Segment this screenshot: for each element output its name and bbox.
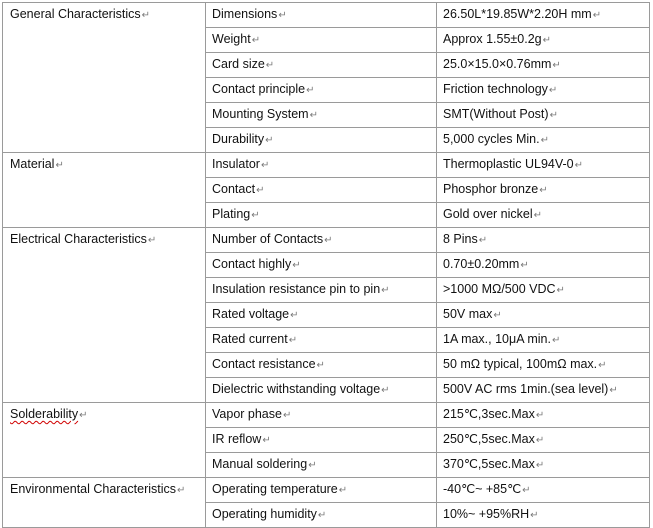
table-row xyxy=(3,503,650,528)
item-cell xyxy=(206,303,437,328)
cell-text: Friction technology xyxy=(443,82,548,96)
item-cell xyxy=(206,278,437,303)
value-cell xyxy=(437,403,650,428)
cell-text: 370℃,5sec.Max xyxy=(443,457,535,471)
paragraph-mark-icon: ↵ xyxy=(177,485,186,496)
cell-text: Contact highly xyxy=(212,257,292,271)
paragraph-mark-icon: ↵ xyxy=(552,60,561,71)
item-cell xyxy=(206,378,437,403)
category-cell-continuation xyxy=(3,378,206,403)
paragraph-mark-icon: ↵ xyxy=(265,60,275,71)
cell-text: Contact resistance xyxy=(212,357,316,371)
cell-text: Manual soldering xyxy=(212,457,308,471)
category-cell-continuation xyxy=(3,178,206,203)
category-cell-continuation xyxy=(3,53,206,78)
item-cell xyxy=(206,128,437,153)
paragraph-mark-icon: ↵ xyxy=(308,460,317,471)
paragraph-mark-icon: ↵ xyxy=(592,10,602,21)
spec-table-body xyxy=(3,3,650,528)
value-cell xyxy=(437,353,650,378)
value-cell xyxy=(437,28,650,53)
table-row xyxy=(3,128,650,153)
item-cell xyxy=(206,478,437,503)
paragraph-mark-icon: ↵ xyxy=(381,285,390,296)
cell-text: Dielectric withstanding voltage xyxy=(212,382,381,396)
paragraph-mark-icon: ↵ xyxy=(535,435,545,446)
table-row xyxy=(3,353,650,378)
paragraph-mark-icon: ↵ xyxy=(292,260,301,271)
cell-text: Plating xyxy=(212,207,251,221)
cell-text: Insulator xyxy=(212,157,260,171)
value-cell xyxy=(437,378,650,403)
paragraph-mark-icon: ↵ xyxy=(478,235,488,246)
item-cell xyxy=(206,253,437,278)
category-cell xyxy=(3,403,206,428)
cell-text: Electrical Characteristics xyxy=(10,232,147,246)
item-cell xyxy=(206,453,437,478)
table-row xyxy=(3,403,650,428)
table-row xyxy=(3,278,650,303)
paragraph-mark-icon: ↵ xyxy=(609,385,618,396)
paragraph-mark-icon: ↵ xyxy=(256,185,265,196)
value-cell xyxy=(437,53,650,78)
cell-text: 215℃,3sec.Max xyxy=(443,407,535,421)
paragraph-mark-icon: ↵ xyxy=(324,235,333,246)
cell-text: Weight xyxy=(212,32,251,46)
cell-text: Operating humidity xyxy=(212,507,317,521)
cell-text: 8 Pins xyxy=(443,232,478,246)
paragraph-mark-icon: ↵ xyxy=(251,35,261,46)
cell-text: Durability xyxy=(212,132,265,146)
table-row xyxy=(3,78,650,103)
cell-text: Rated voltage xyxy=(212,307,290,321)
paragraph-mark-icon: ↵ xyxy=(290,310,299,321)
table-row xyxy=(3,328,650,353)
value-cell xyxy=(437,228,650,253)
cell-text: Approx 1.55±0.2g xyxy=(443,32,542,46)
item-cell xyxy=(206,228,437,253)
spec-table xyxy=(2,2,650,528)
paragraph-mark-icon: ↵ xyxy=(539,185,548,196)
paragraph-mark-icon: ↵ xyxy=(542,35,551,46)
paragraph-mark-icon: ↵ xyxy=(493,310,502,321)
value-cell xyxy=(437,178,650,203)
value-cell xyxy=(437,203,650,228)
paragraph-mark-icon: ↵ xyxy=(533,210,543,221)
item-cell xyxy=(206,353,437,378)
table-row xyxy=(3,478,650,503)
item-cell xyxy=(206,403,437,428)
cell-text: General Characteristics xyxy=(10,7,141,21)
cell-text: -40℃~ +85℃ xyxy=(443,482,522,496)
item-cell xyxy=(206,53,437,78)
category-cell xyxy=(3,3,206,28)
item-cell xyxy=(206,103,437,128)
category-cell-continuation xyxy=(3,128,206,153)
category-cell-continuation xyxy=(3,353,206,378)
value-cell xyxy=(437,153,650,178)
table-row xyxy=(3,428,650,453)
table-row xyxy=(3,203,650,228)
cell-text: Rated current xyxy=(212,332,288,346)
paragraph-mark-icon: ↵ xyxy=(260,160,270,171)
category-cell-continuation xyxy=(3,203,206,228)
paragraph-mark-icon: ↵ xyxy=(262,435,271,446)
paragraph-mark-icon: ↵ xyxy=(141,10,150,21)
table-row xyxy=(3,303,650,328)
paragraph-mark-icon: ↵ xyxy=(548,85,558,96)
table-row xyxy=(3,3,650,28)
cell-text: Card size xyxy=(212,57,265,71)
cell-text: SMT(Without Post) xyxy=(443,107,549,121)
value-cell xyxy=(437,3,650,28)
category-cell-continuation xyxy=(3,278,206,303)
cell-text: >1000 MΩ/500 VDC xyxy=(443,282,556,296)
item-cell xyxy=(206,153,437,178)
table-row xyxy=(3,153,650,178)
category-cell xyxy=(3,153,206,178)
cell-text: Contact xyxy=(212,182,256,196)
category-cell-continuation xyxy=(3,303,206,328)
table-row xyxy=(3,453,650,478)
category-cell-continuation xyxy=(3,428,206,453)
category-cell xyxy=(3,478,206,503)
cell-text: IR reflow xyxy=(212,432,262,446)
cell-text: Phosphor bronze xyxy=(443,182,539,196)
item-cell xyxy=(206,428,437,453)
paragraph-mark-icon: ↵ xyxy=(278,10,287,21)
paragraph-mark-icon: ↵ xyxy=(282,410,292,421)
category-cell-continuation xyxy=(3,28,206,53)
paragraph-mark-icon: ↵ xyxy=(55,160,64,171)
value-cell xyxy=(437,253,650,278)
item-cell xyxy=(206,78,437,103)
cell-text: Operating temperature xyxy=(212,482,338,496)
cell-text: Number of Contacts xyxy=(212,232,324,246)
item-cell xyxy=(206,28,437,53)
value-cell xyxy=(437,328,650,353)
paragraph-mark-icon: ↵ xyxy=(306,85,315,96)
cell-text: Environmental Characteristics xyxy=(10,482,177,496)
table-row xyxy=(3,28,650,53)
category-cell-continuation xyxy=(3,253,206,278)
value-cell xyxy=(437,478,650,503)
category-cell xyxy=(3,228,206,253)
value-cell xyxy=(437,103,650,128)
cell-text: Gold over nickel xyxy=(443,207,533,221)
item-cell xyxy=(206,178,437,203)
table-row xyxy=(3,253,650,278)
cell-text: 10%~ +95%RH xyxy=(443,507,530,521)
cell-text: 500V AC rms 1min.(sea level) xyxy=(443,382,609,396)
value-cell xyxy=(437,428,650,453)
category-cell-continuation xyxy=(3,78,206,103)
item-cell xyxy=(206,3,437,28)
paragraph-mark-icon: ↵ xyxy=(598,360,607,371)
cell-text: Mounting System xyxy=(212,107,309,121)
paragraph-mark-icon: ↵ xyxy=(265,135,274,146)
cell-text: Dimensions xyxy=(212,7,278,21)
cell-text: 25.0×15.0×0.76mm xyxy=(443,57,552,71)
paragraph-mark-icon: ↵ xyxy=(535,410,545,421)
cell-text: Vapor phase xyxy=(212,407,282,421)
paragraph-mark-icon: ↵ xyxy=(147,235,157,246)
paragraph-mark-icon: ↵ xyxy=(381,385,390,396)
value-cell xyxy=(437,453,650,478)
paragraph-mark-icon: ↵ xyxy=(79,410,88,421)
cell-text: Thermoplastic UL94V-0 xyxy=(443,157,574,171)
paragraph-mark-icon: ↵ xyxy=(288,335,298,346)
value-cell xyxy=(437,303,650,328)
paragraph-mark-icon: ↵ xyxy=(535,460,545,471)
item-cell xyxy=(206,203,437,228)
category-cell-continuation xyxy=(3,103,206,128)
cell-text: Insulation resistance pin to pin xyxy=(212,282,381,296)
paragraph-mark-icon: ↵ xyxy=(530,510,539,521)
cell-text: Contact principle xyxy=(212,82,306,96)
paragraph-mark-icon: ↵ xyxy=(251,210,260,221)
table-row xyxy=(3,178,650,203)
cell-text: 1A max., 10μA min. xyxy=(443,332,551,346)
value-cell xyxy=(437,503,650,528)
table-row xyxy=(3,228,650,253)
paragraph-mark-icon: ↵ xyxy=(309,110,318,121)
cell-text: 0.70±0.20mm xyxy=(443,257,520,271)
cell-text: 5,000 cycles Min. xyxy=(443,132,540,146)
paragraph-mark-icon: ↵ xyxy=(551,335,561,346)
category-cell-continuation xyxy=(3,328,206,353)
paragraph-mark-icon: ↵ xyxy=(316,360,325,371)
cell-text: Material xyxy=(10,157,55,171)
table-row xyxy=(3,378,650,403)
paragraph-mark-icon: ↵ xyxy=(540,135,549,146)
cell-text: 50V max xyxy=(443,307,493,321)
cell-text: 50 mΩ typical, 100mΩ max. xyxy=(443,357,598,371)
paragraph-mark-icon: ↵ xyxy=(574,160,584,171)
cell-text: Solderability xyxy=(10,407,79,421)
value-cell xyxy=(437,278,650,303)
category-cell-continuation xyxy=(3,503,206,528)
paragraph-mark-icon: ↵ xyxy=(520,260,529,271)
paragraph-mark-icon: ↵ xyxy=(522,485,531,496)
item-cell xyxy=(206,503,437,528)
item-cell xyxy=(206,328,437,353)
paragraph-mark-icon: ↵ xyxy=(317,510,327,521)
cell-text: 26.50L*19.85W*2.20H mm xyxy=(443,7,592,21)
value-cell xyxy=(437,78,650,103)
table-row xyxy=(3,53,650,78)
paragraph-mark-icon: ↵ xyxy=(549,110,558,121)
paragraph-mark-icon: ↵ xyxy=(338,485,348,496)
cell-text: 250℃,5sec.Max xyxy=(443,432,535,446)
table-row xyxy=(3,103,650,128)
value-cell xyxy=(437,128,650,153)
paragraph-mark-icon: ↵ xyxy=(556,285,565,296)
category-cell-continuation xyxy=(3,453,206,478)
